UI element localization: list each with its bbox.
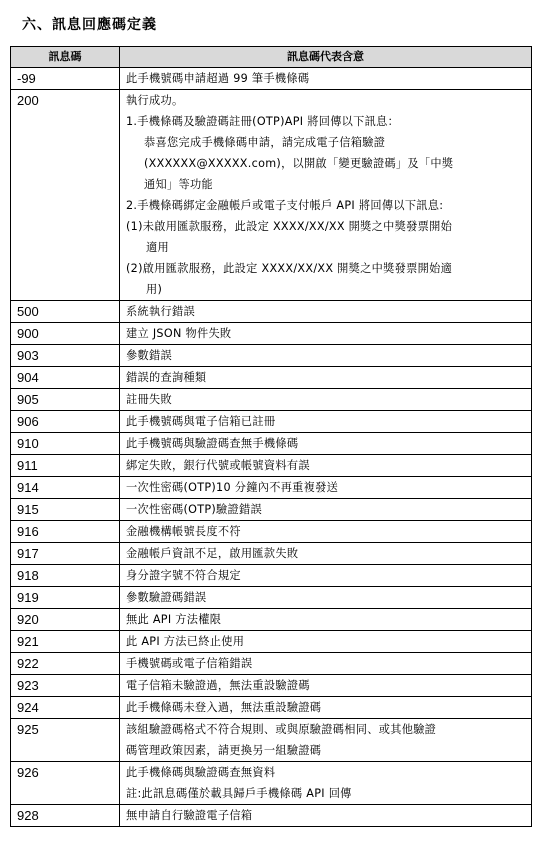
meaning-line: 一次性密碼(OTP)驗證錯誤 — [126, 503, 263, 516]
meaning-line: 此手機條碼未登入過，無法重設驗證碼 — [126, 701, 322, 714]
table-row — [11, 697, 532, 719]
message-code-cell: 911 — [11, 455, 120, 477]
meaning-line: 參數驗證碼錯誤 — [126, 591, 207, 604]
meaning-line: (2)啟用匯款服務，此設定 XXXX/XX/XX 開獎之中獎發票開始適 — [126, 262, 453, 275]
message-meaning-cell — [120, 697, 532, 719]
message-code-cell: 914 — [11, 477, 120, 499]
message-code-cell: 905 — [11, 389, 120, 411]
meaning-line: 1.手機條碼及驗證碼註冊(OTP)API 將回傳以下訊息： — [126, 115, 400, 128]
message-code-cell: 923 — [11, 675, 120, 697]
column-header-meaning: 訊息碼代表含意 — [120, 47, 532, 68]
message-meaning-cell — [120, 301, 532, 323]
meaning-line: 用) — [146, 283, 163, 296]
table-row — [11, 367, 532, 389]
message-meaning-cell — [120, 543, 532, 565]
message-code-cell: 915 — [11, 499, 120, 521]
message-code-cell: 200 — [11, 90, 120, 301]
meaning-line: 註:此訊息碼僅於載具歸戶手機條碼 API 回傳 — [126, 787, 352, 800]
table-row — [11, 543, 532, 565]
table-row — [11, 587, 532, 609]
meaning-line: 此手機條碼與驗證碼查無資料 — [126, 766, 276, 779]
table-row — [11, 90, 532, 301]
message-code-cell: 919 — [11, 587, 120, 609]
message-meaning-cell — [120, 90, 532, 301]
message-meaning-cell — [120, 762, 532, 805]
meaning-line: 恭喜您完成手機條碼申請，請完成電子信箱驗證 — [144, 136, 386, 149]
meaning-line: (XXXXXX@XXXXX.com)，以開啟「變更驗證碼」及「中獎 — [144, 157, 454, 170]
meaning-line: 碼管理政策因素，請更換另一組驗證碼 — [126, 744, 322, 757]
message-code-cell: 906 — [11, 411, 120, 433]
table-row — [11, 68, 532, 90]
meaning-line: 身分證字號不符合規定 — [126, 569, 241, 582]
meaning-line: 適用 — [146, 241, 169, 254]
table-row — [11, 345, 532, 367]
message-code-cell: 916 — [11, 521, 120, 543]
message-code-cell: 926 — [11, 762, 120, 805]
table-row — [11, 521, 532, 543]
message-code-cell: 928 — [11, 805, 120, 827]
message-meaning-cell — [120, 631, 532, 653]
message-meaning-cell — [120, 68, 532, 90]
message-code-cell: 921 — [11, 631, 120, 653]
message-code-cell: 910 — [11, 433, 120, 455]
meaning-line: 註冊失敗 — [126, 393, 172, 406]
message-meaning-cell — [120, 653, 532, 675]
meaning-line: 通知」等功能 — [144, 178, 213, 191]
message-meaning-cell — [120, 609, 532, 631]
column-header-code: 訊息碼 — [11, 47, 120, 68]
meaning-line: 電子信箱未驗證過，無法重設驗證碼 — [126, 679, 310, 692]
message-meaning-cell — [120, 455, 532, 477]
meaning-line: 無申請自行驗證電子信箱 — [126, 809, 253, 822]
message-meaning-cell — [120, 499, 532, 521]
table-row — [11, 631, 532, 653]
table-row — [11, 762, 532, 805]
table-row — [11, 389, 532, 411]
message-meaning-cell — [120, 719, 532, 762]
message-meaning-cell — [120, 675, 532, 697]
table-row — [11, 455, 532, 477]
message-code-cell: -99 — [11, 68, 120, 90]
meaning-line: 一次性密碼(OTP)10 分鐘內不再重複發送 — [126, 481, 339, 494]
table-row — [11, 301, 532, 323]
meaning-line: 錯誤的查詢種類 — [126, 371, 207, 384]
section-heading: 六、訊息回應碼定義 — [22, 17, 157, 33]
message-meaning-cell — [120, 323, 532, 345]
message-meaning-cell — [120, 805, 532, 827]
table-header-row — [11, 47, 532, 68]
message-meaning-cell — [120, 433, 532, 455]
response-code-table — [10, 46, 532, 827]
table-row — [11, 719, 532, 762]
meaning-line: 手機號碼或電子信箱錯誤 — [126, 657, 253, 670]
meaning-line: 此手機號碼與驗證碼查無手機條碼 — [126, 437, 299, 450]
table-row — [11, 805, 532, 827]
message-code-cell: 904 — [11, 367, 120, 389]
meaning-line: 系統執行錯誤 — [126, 305, 195, 318]
meaning-line: 建立 JSON 物件失敗 — [126, 327, 232, 340]
message-meaning-cell — [120, 565, 532, 587]
message-code-cell: 500 — [11, 301, 120, 323]
table-row — [11, 499, 532, 521]
message-code-cell: 922 — [11, 653, 120, 675]
message-code-cell: 903 — [11, 345, 120, 367]
table-row — [11, 411, 532, 433]
message-meaning-cell — [120, 411, 532, 433]
message-code-cell: 925 — [11, 719, 120, 762]
meaning-line: 金融機構帳號長度不符 — [126, 525, 241, 538]
message-code-cell: 900 — [11, 323, 120, 345]
table-row — [11, 565, 532, 587]
meaning-line: 無此 API 方法權限 — [126, 613, 222, 626]
meaning-line: 2.手機條碼綁定金融帳戶或電子支付帳戶 API 將回傳以下訊息: — [126, 199, 444, 212]
meaning-line: 執行成功。 — [126, 94, 184, 107]
message-meaning-cell — [120, 345, 532, 367]
table-row — [11, 477, 532, 499]
table-row — [11, 323, 532, 345]
meaning-line: 該組驗證碼格式不符合規則、或與原驗證碼相同、或其他驗證 — [126, 723, 437, 736]
table-row — [11, 653, 532, 675]
message-code-cell: 917 — [11, 543, 120, 565]
meaning-line: 此 API 方法已終止使用 — [126, 635, 245, 648]
table-row — [11, 609, 532, 631]
message-meaning-cell — [120, 587, 532, 609]
meaning-line: 此手機號碼申請超過 99 筆手機條碼 — [126, 72, 310, 85]
meaning-line: 綁定失敗，銀行代號或帳號資料有誤 — [126, 459, 310, 472]
message-meaning-cell — [120, 477, 532, 499]
message-meaning-cell — [120, 367, 532, 389]
meaning-line: (1)未啟用匯款服務，此設定 XXXX/XX/XX 開獎之中獎發票開始 — [126, 220, 453, 233]
meaning-line: 金融帳戶資訊不足，啟用匯款失敗 — [126, 547, 299, 560]
message-meaning-cell — [120, 389, 532, 411]
meaning-line: 參數錯誤 — [126, 349, 172, 362]
message-meaning-cell — [120, 521, 532, 543]
message-code-cell: 924 — [11, 697, 120, 719]
table-row — [11, 433, 532, 455]
message-code-cell: 918 — [11, 565, 120, 587]
meaning-line: 此手機號碼與電子信箱已註冊 — [126, 415, 276, 428]
message-code-cell: 920 — [11, 609, 120, 631]
table-body — [11, 68, 532, 827]
table-row — [11, 675, 532, 697]
